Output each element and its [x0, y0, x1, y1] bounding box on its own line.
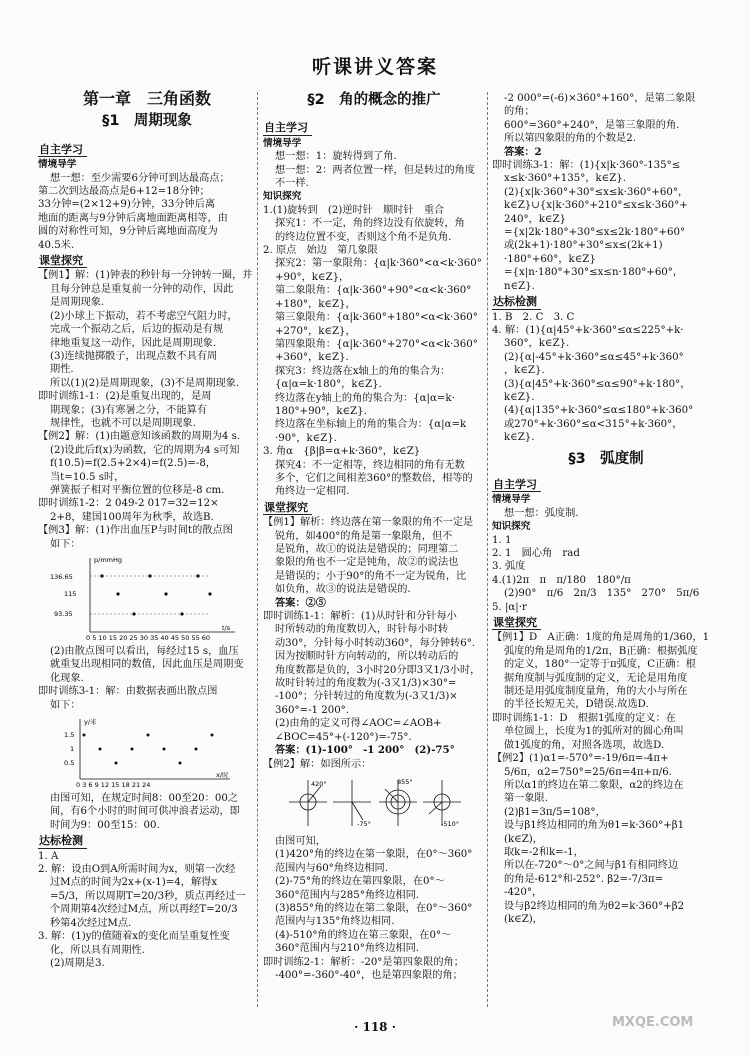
section-heading: §2 角的概念的推广 [307, 92, 441, 108]
text-line: 据角度制与弧度制的定义，无论是用角度 [504, 672, 688, 684]
text-line: -100°；分针转过的角度数为(-3又1/3)× [275, 691, 458, 703]
text-line: 由图可知，在规定时间8：00至20：00之 [50, 793, 238, 805]
text-line: 制还是用弧度制度量角，角的大小与所在 [504, 686, 688, 698]
text-line: 动30°，分针每小时转动360°，每分钟转6°. [275, 637, 476, 649]
subsection-heading: 自主学习 [38, 143, 87, 157]
data-point [83, 734, 86, 737]
section-heading: §1 周期现象 [102, 113, 192, 130]
text-line: 是锐角，故①的说法是错误的；同理第二 [275, 544, 459, 555]
page-number: · 118 · [354, 1020, 396, 1034]
angle-label: 420° [311, 779, 327, 788]
angle-label: 855° [397, 777, 413, 786]
text-line: 单位圆上，长度为1的弧所对的圆心角叫 [504, 726, 684, 738]
text-line: 探究4：不一定相等，终边相同的角有无数 [275, 459, 465, 471]
subheading: 知识探究 [492, 521, 531, 533]
text-line: 时间为9：00至15：00. [50, 819, 160, 831]
text-line: 的终边位置不变，否则这个角不是负角. [275, 231, 452, 243]
text-line: 是错误的；小于90°的角不一定为锐角，比 [275, 570, 467, 582]
y-tick-label: 115 [64, 590, 77, 598]
text-line: 【例1】解：(1)钟表的秒针每一分钟转一圈，并 [38, 270, 253, 282]
text-line: 律地重复这一动作，因此是周期现象. [50, 337, 217, 349]
text-line: 如下： [50, 699, 81, 711]
column-2 [263, 92, 485, 982]
y-axis-label: y/米 [84, 718, 97, 727]
blood-pressure-scatter-plot [50, 554, 240, 642]
text-line: 2+8，建国100周年为秋季，故选B. [50, 511, 214, 523]
data-point [147, 734, 150, 737]
text-line: 如负角，故③的说法是错误的. [275, 584, 411, 596]
subsection-heading: 课堂探究 [492, 616, 541, 630]
page-title: 听课讲义答案 [311, 56, 438, 78]
text-line: 即时训练3-1：解：由数据表画出散点图 [38, 686, 218, 698]
text-line: 【例1】D A正确：1度的角是周角的1/360，1 [492, 632, 710, 644]
text-line: 即时训练1-1：(2)是重复出现的，是周 [38, 391, 212, 403]
text-line: 圆的对称性可知，9分钟后离地面高度为 [38, 226, 218, 238]
data-point [211, 734, 214, 737]
text-line: 弹簧振子相对平衡位置的位移是-8 cm. [50, 484, 225, 496]
data-point [180, 612, 183, 615]
text-line: 2. 1 圆心角 rad [492, 548, 580, 559]
text-line: 40.5米. [38, 239, 75, 251]
text-line: 完成一个振动之后，后边的振动是有规 [50, 324, 224, 336]
text-line: (2)由散点图可以看出，每经过15 s，血压 [50, 646, 239, 657]
text-line: 时所转动的角度数切入，时针每小时转 [275, 624, 449, 636]
text-line: 3. 解：(1)y的值随着x的变化而呈重复性变 [38, 931, 230, 943]
subheading: 情境导学 [492, 494, 531, 506]
text-line: 终边落在y轴上的角的集合为：{α|α=k· [275, 392, 455, 404]
watermark-logo: MXQE.COM [612, 1015, 694, 1030]
text-line: 范围内与135°角终边相同. [275, 916, 395, 928]
y-tick-label: 93.35 [54, 610, 73, 618]
text-line: 所以第四象限的角的个数是2. [504, 133, 636, 145]
text-line: (3)连续抛掷骰子，出现点数不具有周 [50, 350, 218, 362]
text-line: 360°，k∈Z}. [504, 338, 570, 350]
text-line: (3){α|45°+k·360°≤α≤90°+k·180°， [504, 378, 691, 390]
text-line: 1.(1)旋转到 (2)逆时针 顺时针 重合 [263, 204, 445, 216]
text-line: (4){α|135°+k·360°≤α≤180°+k·360° [504, 405, 694, 417]
text-line: 240°，k∈Z} [504, 213, 567, 225]
wave-height-scatter-plot [50, 715, 240, 789]
text-line: (2)设此后f(x)为函数，它的周期为4 s可知 [50, 444, 240, 456]
text-line: 第二次到达最高点是6+12=18分钟； [38, 186, 210, 198]
y-axis-label: p/mmHg [94, 556, 122, 564]
data-point [131, 748, 134, 751]
text-line: 做1弧度的角，对照各选项，故选D. [504, 739, 665, 751]
text-line: 当t=10.5 s时， [50, 471, 125, 483]
text-line: 所以α1的终边在第二象限，α2的终边在 [504, 779, 684, 791]
x-axis-label: x/时 [216, 771, 229, 780]
text-line: 探究3：终边落在x轴上的角的集合为： [275, 365, 451, 377]
subsection-heading: 自主学习 [263, 121, 312, 135]
text-line: 角终边一定相同. [275, 486, 350, 498]
text-line: 且每分钟总是重复前一分钟的动作，因此 [50, 283, 234, 295]
text-line: 的角是-612°和-252°. β2=-7/3π= [504, 873, 664, 885]
text-line: 取k=-2和k=-1， [504, 846, 584, 858]
subheading: 情境导学 [263, 137, 302, 149]
text-line: 设与β2终边相同的角为θ2=k·360°+β2 [504, 900, 685, 912]
text-line: 答案：(1)-100° -1 200° (2)-75° [275, 744, 455, 757]
column-divider [257, 92, 258, 1007]
data-point [99, 748, 102, 751]
text-line: (2){x|k·360°+30°≤x≤k·360°+60°， [504, 186, 689, 198]
text-line: x≤k·360°+135°，k∈Z}. [504, 173, 627, 185]
text-line: 期性. [50, 364, 74, 376]
text-line: 或(2k+1)·180°+30°≤x≤(2k+1) [504, 240, 663, 252]
text-line: 不一样. [275, 178, 309, 190]
subsection-heading: 自主学习 [492, 478, 541, 492]
text-line: 期现象；(3)有寒暑之分，不能算有 [50, 404, 208, 416]
text-line: 过M点的时间为2x+(x-1)=4，解得x [50, 877, 218, 889]
text-line: 360°=-1 200°. [275, 704, 350, 716]
text-line: 1. 1 [492, 534, 512, 546]
text-line: 由图可知， [275, 835, 326, 847]
text-line: 故时针转过的角度数为(-3又1/3)×30°= [275, 678, 457, 690]
y-tick-label: 0.5 [64, 759, 75, 768]
text-line: 规律性，也就不可以是周期现象. [50, 417, 196, 429]
text-line: 第四象限角：{α|k·360°+270°<α<k·360°+360°，k∈Z}. [275, 338, 478, 364]
text-line: 即时训练1-1：解析：(1)从时针和分针每小 [263, 611, 457, 623]
subsection-heading: 课堂探究 [38, 254, 87, 268]
data-point [195, 748, 198, 751]
subheading: 情境导学 [38, 159, 77, 171]
text-line: f(10.5)=f(2.5+2×4)=f(2.5)=-8， [50, 458, 216, 470]
text-line: 是周期现象. [50, 297, 105, 309]
text-line: 终边落在坐标轴上的角的集合为：{α|α=k [275, 419, 467, 431]
text-line: 设与β1终边相同的角为θ1=k·360°+β1 [504, 820, 685, 832]
x-tick-labels: 0 5 10 15 20 25 30 35 40 45 50 55 60 [86, 634, 211, 642]
text-line: 想一想：弧度制. [504, 507, 579, 519]
text-line: 【例2】解：(1)由题意知该函数的周期为4 s. [38, 431, 241, 443]
text-line: -420°， [504, 887, 543, 899]
text-line: (4)-510°角的终边在第三象限，在0°～ [275, 929, 452, 941]
text-line: 秒第4次经过M点. [50, 917, 132, 929]
subsection-heading: 达标检测 [38, 834, 87, 848]
text-line: 【例3】解：(1)作出血压P与时间t的散点图 [38, 525, 233, 537]
text-line: 5. |α|·r [492, 601, 527, 613]
text-line: 如下： [50, 538, 81, 550]
text-line: 第一象限. [504, 793, 548, 805]
text-line: 的定义，180°一定等于π弧度，C正确：根 [504, 659, 696, 671]
text-line: ，k∈Z}. [504, 365, 545, 377]
text-line: 2. 解：设由O到A所需时间为x，则第一次经 [38, 864, 236, 876]
angle-label: -510° [441, 819, 460, 828]
chapter-heading: 第一章 三角函数 [82, 89, 211, 108]
text-line: 范围内与60°角终边相同. [275, 862, 388, 874]
text-line: k∈Z}. [504, 432, 535, 444]
angle-label: -75° [357, 819, 371, 828]
text-line: 角度数都是负的，3小时20分即3又1/3小时， [275, 664, 481, 676]
text-line: -400°=-360°-40°，也是第四象限的角； [275, 969, 463, 981]
text-line: (1)420°角的终边在第一象限，在0°～360° [275, 849, 473, 861]
text-line: 所以在-720°～0°之间与β1有相同终边 [504, 860, 679, 872]
text-line: 化现象. [50, 672, 84, 684]
text-line: 个周期第4次经过M点，所以再经T=20/3 [50, 904, 238, 916]
data-point [100, 574, 103, 577]
text-line: 即时训练1-1：D 根据1弧度的定义：在 [492, 712, 676, 724]
text-line: ·180°+60°，k∈Z} [504, 253, 596, 265]
angle-diagrams [285, 774, 465, 832]
text-line: (2)90° π/6 2π/3 135° 270° 5π/6 [504, 588, 700, 600]
text-line: 5/6π，α2=750°=25/6π=4π+π/6. [504, 766, 672, 778]
y-tick-label: 136.65 [50, 573, 73, 581]
column-divider [487, 92, 488, 1007]
text-line: 或270°+k·360°≤α<315°+k·360°， [504, 418, 683, 430]
text-line: 2. 原点 始边 第几象限 [263, 245, 378, 257]
text-line: 即时训练3-1：解：(1){x|k·360°-135°≤ [492, 160, 681, 172]
text-line: (k∈Z)， [504, 833, 543, 845]
text-line: 即时训练1-2：2 049-2 017=32=12× [38, 498, 219, 510]
text-line: 33分钟=(2×12+9)分钟，33分钟后离 [38, 199, 216, 211]
text-line: 360°范围内与285°角终边相同. [275, 889, 420, 901]
data-point [115, 762, 118, 765]
text-line: 第三象限角：{α|k·360°+180°<α<k·360°+270°，k∈Z}， [275, 312, 478, 337]
text-line: 想一想：2：两者位置一样，但是转过的角度 [275, 164, 476, 176]
text-line: 因为按顺时针方向转动的，所以转动后的 [275, 651, 459, 663]
column-3 [492, 92, 720, 926]
text-line: 所以(1)(2)是周期现象，(3)不是周期现象. [50, 377, 240, 389]
text-line: 的角； [504, 106, 535, 118]
text-line: 4.(1)2π π π/180 180°/π [492, 574, 631, 586]
text-line: 第二象限角：{α|k·360°+90°<α<k·360°+180°，k∈Z}， [275, 285, 472, 310]
text-line: 4. 解：(1){α|45°+k·360°≤α≤225°+k· [492, 324, 684, 336]
text-line: 1. A [38, 850, 59, 862]
text-line: 答案：②⑤ [275, 596, 326, 609]
data-point [163, 748, 166, 751]
data-point [164, 592, 167, 595]
column-1 [38, 89, 256, 970]
text-line: 想一想：1：旋转得到了角. [275, 151, 397, 163]
y-tick-label: 1.5 [64, 731, 75, 740]
text-line: ={x|n·180°+30°≤x≤n·180°+60°， [504, 267, 684, 279]
text-line: 600°=360°+240°，是第三象限的角. [504, 119, 680, 131]
text-line: 的半径长短无关，D错误.故选D. [504, 699, 649, 711]
data-point [116, 592, 119, 595]
text-line: 地面的距离与9分钟后离地面距离相等，由 [38, 212, 228, 224]
text-line: 180°+90°，k∈Z}. [275, 405, 367, 417]
text-line: 答案：2 [504, 145, 542, 158]
text-line: n∈Z}. [504, 280, 535, 292]
section-heading: §3 弧度制 [568, 450, 644, 467]
text-line: 【例2】解：如图所示： [263, 758, 372, 770]
text-line: 弧度的角是周角的1/2π，B正确：根据弧度 [504, 645, 698, 657]
subheading: 知识探究 [263, 191, 302, 203]
text-line: (2)周期是3. [50, 957, 105, 969]
text-line: (2)小球上下振动，若不考虑空气阻力时， [50, 310, 238, 322]
text-line: ∠BOC=45°+(-120°)=-75°. [275, 731, 412, 743]
x-axis-label: t/s [222, 624, 231, 632]
text-line: k∈Z}∪{x|k·360°+210°≤x≤k·360°+ [504, 200, 688, 212]
x-tick-labels: 0 3 6 9 12 15 18 21 24 [76, 781, 151, 790]
data-point [208, 592, 211, 595]
text-line: 【例2】(1)α1=-570°=-19/6π=-4π+ [492, 753, 669, 765]
text-line: (3)855°角的终边在第二象限，在0°～360° [275, 902, 473, 914]
text-line: 1. B 2. C 3. C [492, 311, 575, 323]
text-line: (k∈Z)， [504, 913, 543, 925]
text-line: ·90°，k∈Z}. [275, 432, 337, 444]
text-line: 就重复出现相同的数值，因此血压是周期变 [50, 659, 244, 671]
text-line: (2)由角的定义可得∠AOC=∠AOB+ [275, 718, 442, 730]
text-line: 想一想：至少需要6分钟可到达最高点； [50, 172, 230, 184]
text-line: 象限的角也不一定是钝角，故②的说法也 [275, 557, 459, 569]
text-line: -2 000°=(-6)×360°+160°，是第二象限 [504, 93, 696, 104]
y-tick-label: 1 [70, 745, 75, 754]
text-line: (2)β1=3π/5=108°， [504, 806, 606, 818]
text-line: {α|α=k·180°，k∈Z}. [275, 379, 382, 391]
text-line: 多个，它们之间相差360°的整数倍，相等的 [275, 472, 473, 484]
data-point [179, 762, 182, 765]
text-line: 360°范围内与210°角终边相同. [275, 943, 420, 955]
text-line: 即时训练2-1：解析：-20°是第四象限的角； [263, 956, 464, 968]
text-line: 【例1】解析：终边落在第一象限的角不一定是 [263, 517, 474, 529]
data-point [132, 612, 135, 615]
text-line: 探究1：不一定，角的终边没有依旋转，角 [275, 218, 465, 230]
text-line: 间，有6个小时的时间可供冲浪者运动，即 [50, 806, 240, 818]
text-line: 3. 弧度 [492, 561, 526, 573]
subsection-heading: 课堂探究 [263, 501, 312, 515]
text-line: 3. 角α {β|β=α+k·360°，k∈Z} [263, 446, 421, 458]
text-line: =5/3，所以周期T=20/3秒，质点再经过一 [50, 890, 246, 902]
text-line: k∈Z}. [504, 391, 535, 403]
text-line: 化，所以具有周期性. [50, 944, 145, 956]
subsection-heading: 达标检测 [492, 295, 541, 309]
text-line: (2){α|-45°+k·360°≤α≤45°+k·360° [504, 351, 684, 363]
text-line: ={x|2k·180°+30°≤x≤2k·180°+60° [504, 227, 686, 239]
data-point [196, 574, 199, 577]
text-line: 锐角，如400°的角是第一象限角，但不 [275, 530, 453, 542]
text-line: 探究2：第一象限角：{α|k·360°<α<k·360°+90°，k∈Z}， [275, 258, 482, 283]
text-line: (2)-75°角的终边在第四象限，在0°～ [275, 876, 445, 888]
data-point [148, 574, 151, 577]
